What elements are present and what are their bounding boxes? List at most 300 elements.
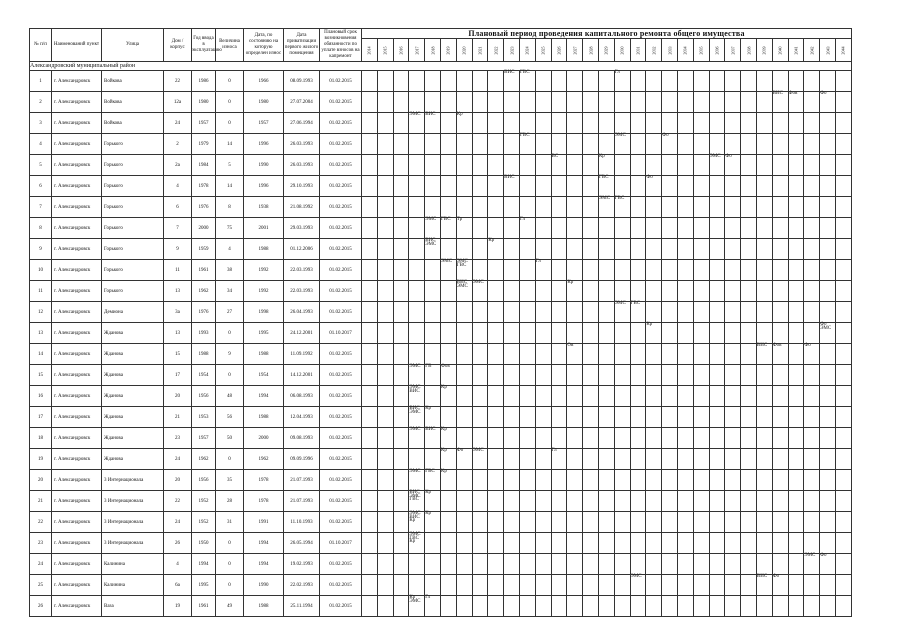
year-built-cell: 2000: [192, 218, 216, 239]
row-number: 25: [30, 575, 52, 596]
year-plan-cell: [535, 365, 551, 386]
year-plan-cell: [835, 260, 851, 281]
year-plan-cell: [646, 197, 662, 218]
year-plan-cell: [646, 491, 662, 512]
year-plan-cell: [614, 491, 630, 512]
year-plan-cell: [741, 428, 757, 449]
street-cell: Войкова: [102, 71, 164, 92]
wear-cell: 0: [216, 323, 244, 344]
year-header-cell: 2044: [835, 39, 851, 62]
year-plan-cell: [835, 428, 851, 449]
year-plan-cell: [598, 470, 614, 491]
year-plan-cell: ЭМС: [614, 134, 630, 155]
year-plan-cell: [583, 134, 599, 155]
year-plan-cell: [835, 554, 851, 575]
year-plan-cell: [677, 575, 693, 596]
year-plan-cell: [472, 533, 488, 554]
year-plan-cell: [741, 281, 757, 302]
year-header-cell: 2021: [472, 39, 488, 62]
year-plan-cell: [440, 344, 456, 365]
year-plan-cell: [504, 239, 520, 260]
row-number: 20: [30, 470, 52, 491]
year-plan-cell: [598, 491, 614, 512]
year-plan-cell: [835, 92, 851, 113]
year-plan-cell: [646, 575, 662, 596]
year-plan-cell: [535, 155, 551, 176]
year-plan-cell: [693, 155, 709, 176]
year-plan-cell: [788, 407, 804, 428]
repair-date-cell: 1998: [244, 302, 284, 323]
year-plan-cell: ГВС: [519, 134, 535, 155]
privatization-date-cell: 26.05.1994: [284, 533, 320, 554]
year-plan-cell: [440, 281, 456, 302]
year-plan-cell: [630, 533, 646, 554]
year-plan-cell: [598, 323, 614, 344]
year-plan-cell: [693, 239, 709, 260]
table-row: [30, 407, 852, 428]
year-plan-cell: [393, 491, 409, 512]
year-built-cell: 1976: [192, 302, 216, 323]
year-plan-cell: [725, 407, 741, 428]
repair-date-cell: 1954: [244, 365, 284, 386]
year-plan-cell: [583, 281, 599, 302]
year-plan-cell: [583, 428, 599, 449]
year-plan-cell: [693, 596, 709, 617]
year-plan-cell: [362, 155, 378, 176]
year-plan-cell: [677, 491, 693, 512]
year-plan-cell: [598, 596, 614, 617]
year-plan-cell: [362, 407, 378, 428]
year-plan-cell: [804, 470, 820, 491]
year-plan-cell: [377, 533, 393, 554]
year-plan-cell: [504, 323, 520, 344]
year-plan-cell: [820, 134, 836, 155]
year-plan-cell: [377, 260, 393, 281]
year-plan-cell: [725, 470, 741, 491]
year-plan-cell: [772, 260, 788, 281]
year-plan-cell: [488, 491, 504, 512]
year-plan-cell: [646, 239, 662, 260]
year-plan-cell: [630, 407, 646, 428]
year-plan-cell: [393, 134, 409, 155]
year-plan-cell: [409, 218, 425, 239]
year-plan-cell: [440, 323, 456, 344]
year-plan-cell: [472, 365, 488, 386]
year-plan-cell: [788, 113, 804, 134]
house-cell: 15: [164, 344, 192, 365]
year-plan-cell: [741, 554, 757, 575]
year-plan-cell: [519, 428, 535, 449]
year-plan-cell: [630, 554, 646, 575]
year-plan-cell: [677, 407, 693, 428]
settlement-cell: г. Александровск: [52, 260, 102, 281]
year-built-cell: 1988: [192, 344, 216, 365]
year-plan-cell: [535, 218, 551, 239]
street-cell: Демиона: [102, 302, 164, 323]
year-plan-cell: [535, 113, 551, 134]
year-plan-cell: [804, 575, 820, 596]
privatization-date-cell: 22.03.1993: [284, 281, 320, 302]
year-plan-cell: [646, 218, 662, 239]
year-header-cell: 2040: [772, 39, 788, 62]
year-plan-cell: [614, 596, 630, 617]
year-plan-cell: [788, 491, 804, 512]
year-plan-cell: [377, 71, 393, 92]
year-plan-cell: [646, 407, 662, 428]
year-plan-cell: [725, 134, 741, 155]
year-plan-cell: [551, 113, 567, 134]
year-plan-cell: [362, 554, 378, 575]
row-number: 19: [30, 449, 52, 470]
year-plan-cell: Кр: [598, 155, 614, 176]
year-plan-cell: [709, 386, 725, 407]
row-number: 1: [30, 71, 52, 92]
year-plan-cell: [409, 155, 425, 176]
year-plan-cell: [440, 302, 456, 323]
year-plan-cell: [535, 344, 551, 365]
year-plan-cell: [488, 176, 504, 197]
year-plan-cell: [804, 302, 820, 323]
year-plan-cell: [756, 71, 772, 92]
year-plan-cell: ЭМС: [614, 302, 630, 323]
year-plan-cell: Фов: [772, 344, 788, 365]
year-plan-cell: ЭМС: [709, 155, 725, 176]
repair-date-cell: 2000: [244, 428, 284, 449]
year-plan-cell: ЭМС: [630, 575, 646, 596]
year-plan-cell: [677, 344, 693, 365]
year-plan-cell: [504, 113, 520, 134]
settlement-cell: г. Александровск: [52, 470, 102, 491]
year-plan-cell: Фо: [820, 92, 836, 113]
year-plan-cell: [377, 218, 393, 239]
repair-date-cell: 1962: [244, 449, 284, 470]
year-plan-cell: [804, 407, 820, 428]
year-plan-cell: [662, 554, 678, 575]
year-plan-cell: [693, 575, 709, 596]
year-plan-cell: [393, 260, 409, 281]
year-plan-cell: Гл: [425, 596, 441, 617]
year-plan-cell: [519, 554, 535, 575]
wear-cell: 34: [216, 281, 244, 302]
street-cell: Войкова: [102, 113, 164, 134]
year-plan-cell: [567, 428, 583, 449]
year-plan-cell: [772, 470, 788, 491]
year-plan-cell: [709, 596, 725, 617]
year-plan-cell: [677, 302, 693, 323]
year-plan-cell: [440, 155, 456, 176]
street-cell: Калинина: [102, 554, 164, 575]
table-row: [30, 281, 852, 302]
year-plan-cell: [535, 533, 551, 554]
year-plan-cell: [551, 281, 567, 302]
year-plan-cell: [709, 197, 725, 218]
year-plan-cell: [804, 92, 820, 113]
year-plan-cell: [693, 113, 709, 134]
obligation-date-cell: 01.10.2017: [320, 533, 362, 554]
year-plan-cell: [788, 260, 804, 281]
year-plan-cell: [377, 428, 393, 449]
year-plan-cell: [756, 155, 772, 176]
year-plan-cell: [693, 491, 709, 512]
year-plan-cell: [614, 554, 630, 575]
year-plan-cell: [488, 512, 504, 533]
house-cell: 6: [164, 197, 192, 218]
year-plan-cell: [425, 575, 441, 596]
year-plan-cell: [630, 113, 646, 134]
year-plan-cell: [725, 575, 741, 596]
year-plan-cell: [409, 554, 425, 575]
header-settlement: Наименований пункт: [52, 29, 102, 62]
year-plan-cell: [725, 449, 741, 470]
year-plan-cell: [504, 470, 520, 491]
street-cell: Жданова: [102, 386, 164, 407]
year-plan-cell: [393, 176, 409, 197]
year-plan-cell: [677, 92, 693, 113]
year-plan-cell: [535, 323, 551, 344]
year-plan-cell: [820, 365, 836, 386]
year-plan-cell: [772, 512, 788, 533]
year-header-cell: 2042: [804, 39, 820, 62]
privatization-date-cell: 06.08.1993: [284, 386, 320, 407]
year-plan-cell: Фов: [440, 365, 456, 386]
year-plan-cell: [393, 428, 409, 449]
year-plan-cell: [756, 449, 772, 470]
wear-cell: 8: [216, 197, 244, 218]
table-row: [30, 302, 852, 323]
year-plan-cell: [362, 449, 378, 470]
year-plan-cell: [598, 239, 614, 260]
year-plan-cell: [772, 407, 788, 428]
year-plan-cell: [488, 575, 504, 596]
year-plan-cell: [756, 512, 772, 533]
year-plan-cell: [741, 491, 757, 512]
year-plan-cell: [456, 407, 472, 428]
house-cell: 13: [164, 281, 192, 302]
street-cell: Войкова: [102, 92, 164, 113]
obligation-date-cell: 01.02.2015: [320, 470, 362, 491]
settlement-cell: г. Александровск: [52, 155, 102, 176]
year-plan-cell: [820, 197, 836, 218]
year-plan-cell: [409, 134, 425, 155]
year-plan-cell: [662, 260, 678, 281]
house-cell: 3а: [164, 302, 192, 323]
year-plan-cell: [488, 344, 504, 365]
year-plan-cell: [377, 407, 393, 428]
year-plan-cell: [709, 344, 725, 365]
year-plan-cell: [472, 134, 488, 155]
year-plan-cell: [804, 533, 820, 554]
house-cell: 26: [164, 533, 192, 554]
year-plan-cell: [472, 92, 488, 113]
year-plan-cell: [425, 323, 441, 344]
obligation-date-cell: 01.02.2015: [320, 449, 362, 470]
year-plan-cell: [835, 113, 851, 134]
year-header-cell: 2038: [741, 39, 757, 62]
year-plan-cell: [551, 323, 567, 344]
year-plan-cell: [583, 365, 599, 386]
year-plan-cell: [630, 218, 646, 239]
year-built-cell: 1959: [192, 239, 216, 260]
capital-repair-register-table: [29, 28, 852, 617]
year-plan-cell: [551, 71, 567, 92]
year-plan-cell: [804, 596, 820, 617]
year-plan-cell: [583, 155, 599, 176]
year-plan-cell: [820, 344, 836, 365]
year-plan-cell: Кр: [425, 407, 441, 428]
row-number: 4: [30, 134, 52, 155]
year-plan-cell: [551, 302, 567, 323]
year-plan-cell: [425, 344, 441, 365]
year-plan-cell: Кр: [488, 239, 504, 260]
year-plan-cell: [741, 407, 757, 428]
year-plan-cell: [662, 71, 678, 92]
year-built-cell: 1976: [192, 197, 216, 218]
year-plan-cell: [662, 92, 678, 113]
year-plan-cell: [772, 386, 788, 407]
year-plan-cell: [519, 365, 535, 386]
year-plan-cell: [519, 449, 535, 470]
year-plan-cell: [614, 449, 630, 470]
year-plan-cell: [377, 302, 393, 323]
obligation-date-cell: 01.02.2015: [320, 134, 362, 155]
year-plan-cell: [504, 533, 520, 554]
year-plan-cell: [756, 260, 772, 281]
year-plan-cell: [519, 176, 535, 197]
year-plan-cell: [456, 365, 472, 386]
obligation-date-cell: 01.02.2015: [320, 575, 362, 596]
settlement-cell: г. Александровск: [52, 512, 102, 533]
year-plan-cell: [709, 302, 725, 323]
year-plan-cell: ЭМС: [409, 365, 425, 386]
year-plan-cell: [567, 176, 583, 197]
year-plan-cell: [472, 470, 488, 491]
year-plan-cell: [646, 386, 662, 407]
year-header-cell: 2028: [583, 39, 599, 62]
year-plan-cell: [741, 533, 757, 554]
year-plan-cell: [835, 281, 851, 302]
year-plan-cell: [456, 197, 472, 218]
year-plan-cell: Фо: [662, 134, 678, 155]
year-plan-cell: Гл: [519, 218, 535, 239]
year-plan-cell: [456, 302, 472, 323]
year-plan-cell: [583, 218, 599, 239]
year-plan-cell: [535, 575, 551, 596]
year-plan-cell: [583, 386, 599, 407]
year-plan-cell: [772, 365, 788, 386]
year-plan-cell: Фо: [804, 344, 820, 365]
year-plan-cell: [820, 218, 836, 239]
year-plan-cell: [820, 449, 836, 470]
year-header-cell: 2024: [519, 39, 535, 62]
year-plan-cell: ВИС: [425, 113, 441, 134]
obligation-date-cell: 01.02.2015: [320, 344, 362, 365]
obligation-date-cell: 01.02.2015: [320, 407, 362, 428]
year-plan-cell: [409, 71, 425, 92]
year-plan-cell: [504, 554, 520, 575]
repair-date-cell: 1978: [244, 491, 284, 512]
year-plan-cell: [630, 491, 646, 512]
year-plan-cell: [772, 155, 788, 176]
privatization-date-cell: 22.02.1993: [284, 575, 320, 596]
year-plan-cell: [456, 596, 472, 617]
year-plan-cell: Кр: [567, 281, 583, 302]
year-plan-cell: [551, 176, 567, 197]
year-plan-cell: [362, 596, 378, 617]
year-plan-cell: [551, 428, 567, 449]
year-plan-cell: [488, 533, 504, 554]
year-plan-cell: [472, 239, 488, 260]
year-plan-cell: [519, 596, 535, 617]
year-plan-cell: [835, 575, 851, 596]
year-plan-cell: [393, 365, 409, 386]
year-plan-cell: [598, 281, 614, 302]
year-plan-cell: [567, 218, 583, 239]
house-cell: 24: [164, 449, 192, 470]
year-plan-cell: [519, 533, 535, 554]
year-plan-cell: [614, 92, 630, 113]
year-plan-cell: [456, 344, 472, 365]
year-plan-cell: [709, 533, 725, 554]
year-plan-cell: [788, 596, 804, 617]
settlement-cell: г. Александровск: [52, 449, 102, 470]
year-plan-cell: [646, 155, 662, 176]
year-plan-cell: [693, 134, 709, 155]
year-plan-cell: [646, 596, 662, 617]
year-plan-cell: [709, 575, 725, 596]
year-header-cell: 2018: [425, 39, 441, 62]
year-plan-cell: [835, 512, 851, 533]
year-plan-cell: [519, 302, 535, 323]
year-plan-cell: [725, 113, 741, 134]
year-plan-cell: [583, 71, 599, 92]
header-year-built: Год ввода в эксплуатацию: [192, 29, 216, 62]
year-plan-cell: [693, 197, 709, 218]
year-plan-cell: [756, 407, 772, 428]
house-cell: 17: [164, 365, 192, 386]
year-plan-cell: [504, 134, 520, 155]
year-plan-cell: [677, 260, 693, 281]
year-plan-cell: [393, 92, 409, 113]
wear-cell: 0: [216, 92, 244, 113]
year-header-cell: 2036: [709, 39, 725, 62]
repair-date-cell: 1992: [244, 281, 284, 302]
year-plan-cell: [362, 491, 378, 512]
year-plan-cell: [725, 428, 741, 449]
street-cell: Горького: [102, 176, 164, 197]
obligation-date-cell: 01.02.2015: [320, 176, 362, 197]
obligation-date-cell: 01.02.2015: [320, 302, 362, 323]
year-plan-cell: [630, 512, 646, 533]
year-plan-cell: [646, 533, 662, 554]
year-built-cell: 1993: [192, 323, 216, 344]
year-plan-cell: [377, 449, 393, 470]
settlement-cell: г. Александровск: [52, 113, 102, 134]
year-plan-cell: [362, 176, 378, 197]
year-plan-cell: [488, 365, 504, 386]
year-plan-cell: [677, 155, 693, 176]
privatization-date-cell: 24.12.2001: [284, 323, 320, 344]
year-plan-cell: [535, 71, 551, 92]
obligation-date-cell: 01.02.2015: [320, 428, 362, 449]
year-plan-cell: [709, 428, 725, 449]
year-plan-cell: [456, 512, 472, 533]
year-plan-cell: [804, 386, 820, 407]
obligation-date-cell: 01.02.2015: [320, 92, 362, 113]
year-plan-cell: [756, 239, 772, 260]
wear-cell: 0: [216, 449, 244, 470]
year-plan-cell: [741, 365, 757, 386]
year-plan-cell: [804, 218, 820, 239]
